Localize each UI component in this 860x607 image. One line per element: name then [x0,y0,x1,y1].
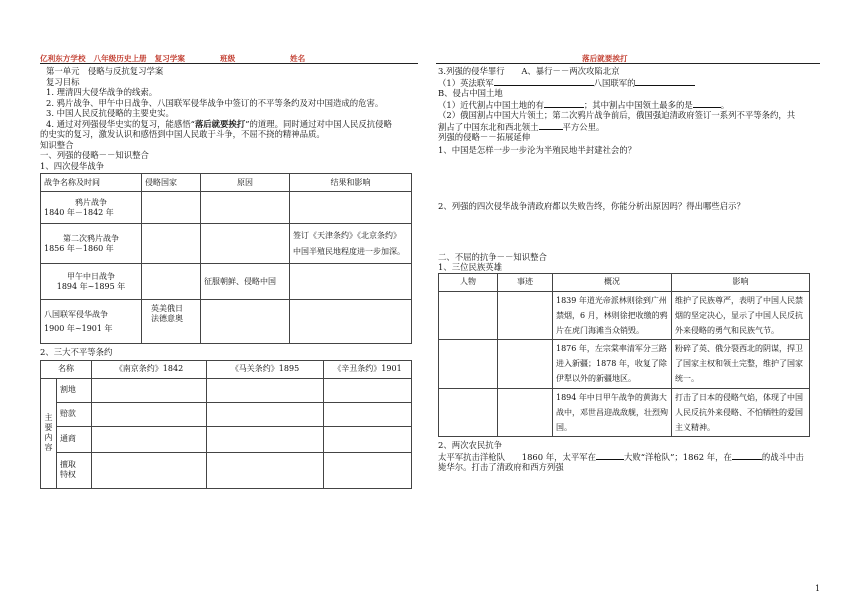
table-row [41,378,412,402]
heroes-header-summary: 概况 [553,273,672,291]
goal-4-continued: 的史实的复习，激发认识和感悟到中国人民敢于斗争，不屈不挠的精神品质。 [40,129,325,139]
section-2-title: 二、不屈的抗争－－知识整合 [438,251,547,262]
peasant-line-2: 毙华尔。打击了清政府和西方列强 [438,462,564,473]
table-row [41,402,412,426]
treaty-row-label: 割地 [56,378,91,402]
hero-summary: 1839 年道光帝派林则徐到广州禁烟，6 月，林则徐把收缴的鸦片在虎门海滩当众销毁。 [553,291,672,340]
question-2: 2、列强的四次侵华战争清政府都以失败告终，你能分析出原因吗？得出哪些启示？ [438,201,745,211]
header-rule-left [40,63,418,64]
war-time: 1856 年－1860 年 [44,243,114,253]
fill-blank[interactable] [693,99,721,108]
header-rule-right [436,63,820,64]
table-row [439,340,810,389]
war-time: 1894 年~1895 年 [56,281,126,291]
wars-header-cause: 原因 [201,174,290,192]
goal-1: 1. 理清四大侵华战争的线索。 [46,87,158,97]
war-result-line-2: 中国半殖民地程度进一步加深。 [293,246,405,256]
war-country [142,300,201,344]
q3-title: 3.列强的侵华罪行 A、暴行－－两次攻陷北京 [438,66,620,76]
wars-header-name: 战争名称及时间 [41,174,142,192]
class-label: 班级 [220,54,236,63]
fill-blank[interactable] [539,121,563,130]
war-country [142,192,201,224]
right-column [438,66,820,473]
heroes-header-deed: 事迹 [498,273,553,291]
goal-4-start: 4. 通过对列强侵华史实的复习，能感悟“ [46,118,195,129]
knowledge-title: 知识整合 [40,139,74,150]
answer-space-2[interactable] [438,212,820,252]
section-1-title: 一、列强的侵略－－知识整合 [40,150,149,160]
q3-b-title: B、侵占中国土地 [438,88,503,98]
treaty-header-name: 名称 [41,360,92,378]
treaty-side-label: 主 要 内 容 [41,378,57,488]
treaty-row-label: 赔款 [56,402,91,426]
goal-4 [46,119,420,130]
heroes-table [438,273,810,438]
treaty-row-label: 通商 [56,426,91,452]
question-1: 1、中国是怎样一步一步沦为半殖民地半封建社会的？ [438,144,636,155]
grade-label: 八年级历史上册 [93,54,147,63]
table-row [41,264,412,300]
hero-impact: 粉碎了英、俄分裂西北的阴谋，捍卫了国家主权和领土完整，维护了国家统一。 [672,340,810,389]
extend-title: 列强的侵略－－拓展延伸 [438,132,531,142]
name-label: 姓名 [290,54,306,63]
war-result [290,224,412,264]
goal-2: 2. 鸦片战争、甲午中日战争、八国联军侵华战争中签订的不平等条约及对中国造成的危害。 [46,97,384,108]
war-name: 八国联军侵华战争 [44,309,108,319]
goal-4-emphasis: 落后就要挨打 [194,118,246,129]
table-row [41,192,412,224]
heroes-header-person: 人物 [439,273,498,291]
table-row [41,224,412,264]
wars-header-country: 侵略国家 [142,174,201,192]
table-row [439,388,810,437]
war-name: 甲午中日战争 [67,271,115,281]
treaties-table [40,360,412,489]
treaties-subtitle: 2、三大不平等条约 [40,347,113,357]
war-time: 1900 年~1901 年 [44,323,113,333]
war-cause: 征服朝鲜、侵略中国 [201,264,290,300]
war-cause [201,192,290,224]
peasant-line-1: 太平军抗击洋枪队 1860 年，太平军在 大败“洋枪队”；1862 年，在 的战斗中击 [438,451,804,462]
war-cause [201,300,290,344]
school-name: 亿利东方学校 [40,54,86,63]
answer-space-1[interactable] [438,155,820,201]
fill-blank[interactable] [544,99,584,108]
war-result [290,192,412,224]
war-result-line-1: 签订《天津条约》《北京条约》 [293,230,401,240]
war-cell [41,264,142,300]
table-row [41,300,412,344]
war-time: 1840 年－1842 年 [44,207,114,217]
wars-header-result: 结果和影响 [290,174,412,192]
hero-impact: 维护了民族尊严，表明了中国人民禁烟的坚定决心，显示了中国人民反抗外来侵略的勇气和民族气节。 [672,291,810,340]
war-country [142,224,201,264]
q3-b-2: （2）俄国割占中国大片领土；第二次鸦片战争前后，俄国强迫清政府签订一系列不平等条约，共 [438,110,796,120]
treaty-row-label: 擅取特权 [56,452,91,488]
treaty-header-xinchou: 《辛丑条约》1901 [324,360,412,378]
treaty-header-maguan: 《马关条约》1895 [207,360,324,378]
unit-title: 第一单元 侵略与反抗复习学案 [46,66,164,76]
goals-title: 复习目标 [46,76,80,87]
war-name: 鸦片战争 [75,197,107,207]
table-row [41,426,412,452]
fill-blank[interactable] [732,451,762,460]
hero-impact: 打击了日本的侵略气焰，体现了中国人民反抗外来侵略、不怕牺牲的爱国主义精神。 [672,388,810,437]
goal-4-end: ”的道理。同时通过对中国人民反抗侵略 [245,118,392,129]
war-name: 第二次鸦片战争 [63,233,119,243]
doc-type-label: 复习学案 [154,54,185,63]
header-motto: 落后就要挨打 [582,54,628,63]
q3-b-2-continued: 割占了中国东北和西北领土 平方公里。 [438,121,605,132]
table-row [41,452,412,488]
fill-blank[interactable] [596,451,624,460]
war-cell [41,300,142,344]
left-column [40,66,420,489]
war-cause [201,224,290,264]
wars-subtitle: 1、四次侵华战争 [40,160,104,171]
goal-3: 3. 中国人民反抗侵略的主要史实。 [46,108,174,118]
q3-item-1: （1）英法联军 八国联军的 [438,77,820,89]
fill-blank[interactable] [635,77,695,86]
war-cell [41,192,142,224]
treaty-header-nanjing: 《南京条约》1842 [92,360,207,378]
wars-table [40,173,412,344]
q3-b-1: （1）近代割占中国土地的有 ；其中割占中国领土最多的是 。 [438,99,730,110]
hero-summary: 1876 年，左宗棠率清军分三路进入新疆；1878 年，收复了除伊犁以外的新疆地区。 [553,340,672,389]
table-row [439,291,810,340]
hero-summary: 1894 年中日甲午战争的黄海大战中，邓世昌迎战敌舰，壮烈殉国。 [553,388,672,437]
heroes-subtitle: 1、三位民族英雄 [438,262,502,272]
war-cell [41,224,142,264]
war-result [290,264,412,300]
peasant-subtitle: 2、两次农民抗争 [438,440,502,451]
war-country-text: 英美俄日法德意奥 [151,304,183,323]
fill-blank[interactable] [494,77,594,86]
page-number: 1 [815,584,821,593]
heroes-header-impact: 影响 [672,273,810,291]
war-result [290,300,412,344]
war-country [142,264,201,300]
